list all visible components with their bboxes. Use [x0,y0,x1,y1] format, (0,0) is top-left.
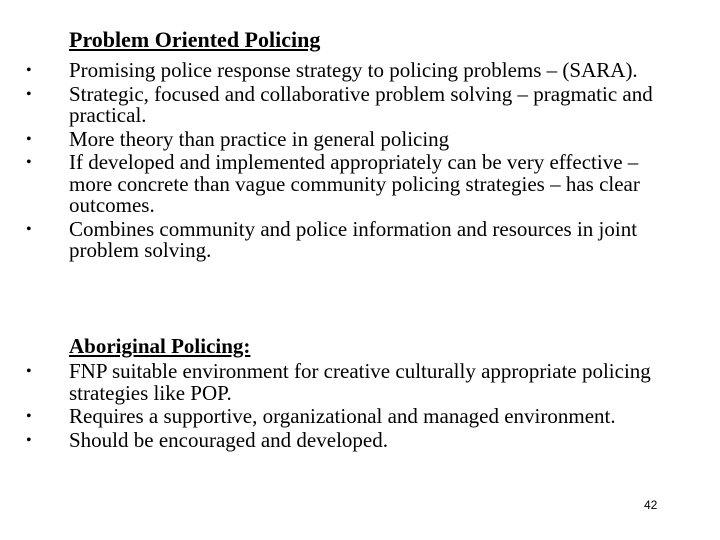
bullet-list-aboriginal-policing [0,361,659,453]
bullet-item [0,60,659,82]
bullet-icon: • [26,408,32,425]
section-heading-problem-oriented-policing: Problem Oriented Policing [69,27,321,52]
bullet-text: Promising police response strategy to policing problems – (SARA). [69,58,638,82]
bullet-icon: • [26,363,32,380]
bullet-list-problem-oriented-policing [0,60,659,264]
section-heading-aboriginal-policing: Aboriginal Policing: [69,334,251,358]
bullet-text: Should be encouraged and developed. [69,427,388,452]
bullet-text: Requires a supportive, organizational and managed environment. [69,404,616,428]
bullet-icon: • [26,220,32,238]
bullet-icon: • [26,62,32,79]
bullet-text: If developed and implemented appropriately can be very effective – more concrete than vague community policing strategies – has clear outcomes. [69,150,640,217]
bullet-icon: • [26,154,32,171]
bullet-item [0,152,659,217]
bullet-icon: • [26,130,32,148]
bullet-item [0,216,659,262]
bullet-text: More theory than practice in general policing [69,126,450,151]
bullet-item [0,427,659,452]
bullet-icon: • [26,431,32,449]
bullet-text: Strategic, focused and collaborative problem solving – pragmatic and practical. [69,81,653,127]
bullet-item [0,406,659,428]
bullet-icon: • [26,85,32,103]
bullet-item [0,81,659,127]
page-number: 42 [644,498,658,512]
bullet-text: Combines community and police information and resources in joint problem solving. [69,216,638,262]
bullet-item [0,361,659,404]
bullet-text: FNP suitable environment for creative culturally appropriate policing strategies like POP. [69,359,651,405]
bullet-item [0,126,659,151]
